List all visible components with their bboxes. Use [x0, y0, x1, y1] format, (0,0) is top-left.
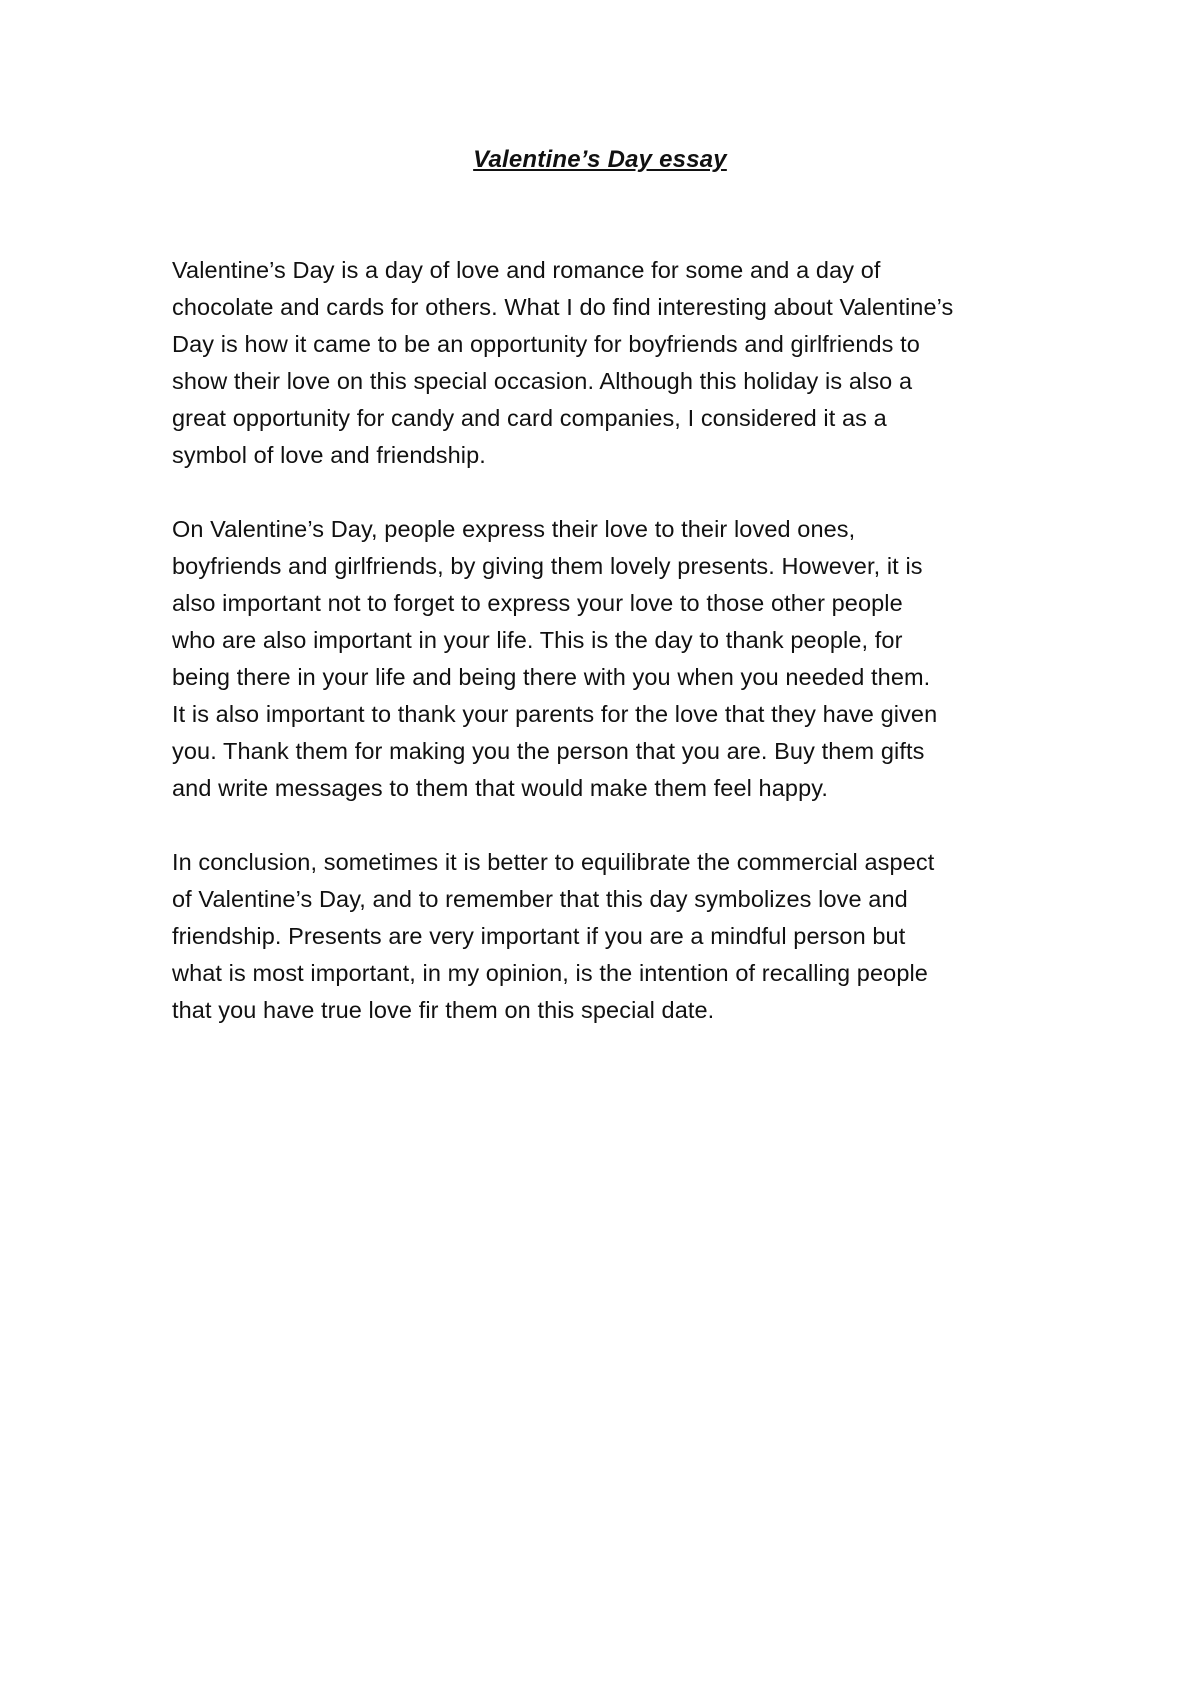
paragraph-line: being there in your life and being there with you when you needed them. — [172, 664, 931, 690]
paragraph-body — [172, 511, 1052, 807]
paragraph-line: friendship. Presents are very important if you are a mindful person but — [172, 923, 906, 949]
essay-title: Valentine’s Day essay — [473, 146, 727, 173]
paragraph-line: you. Thank them for making you the person that you are. Buy them gifts — [172, 738, 925, 764]
paragraph-line: who are also important in your life. This is the day to thank people, for — [172, 627, 903, 653]
paragraph-line: It is also important to thank your parents for the love that they have given — [172, 701, 938, 727]
paragraph-intro — [172, 252, 1052, 474]
essay-body — [172, 252, 1052, 1066]
paragraph-line: Day is how it came to be an opportunity for boyfriends and girlfriends to — [172, 331, 920, 357]
paragraph-line: On Valentine’s Day, people express their love to their loved ones, — [172, 516, 856, 542]
paragraph-conclusion — [172, 844, 1052, 1029]
paragraph-line: and write messages to them that would make them feel happy. — [172, 775, 828, 801]
paragraph-line: boyfriends and girlfriends, by giving them lovely presents. However, it is — [172, 553, 923, 579]
paragraph-line: what is most important, in my opinion, is the intention of recalling people — [172, 960, 928, 986]
paragraph-line: Valentine’s Day is a day of love and romance for some and a day of — [172, 257, 881, 283]
paragraph-line: that you have true love fir them on this special date. — [172, 997, 715, 1023]
paragraph-line: In conclusion, sometimes it is better to equilibrate the commercial aspect — [172, 849, 935, 875]
paragraph-line: great opportunity for candy and card companies, I considered it as a — [172, 405, 887, 431]
paragraph-line: show their love on this special occasion. Although this holiday is also a — [172, 368, 913, 394]
paragraph-line: of Valentine’s Day, and to remember that this day symbolizes love and — [172, 886, 908, 912]
paragraph-line: chocolate and cards for others. What I do find interesting about Valentine’s — [172, 294, 954, 320]
paragraph-line: symbol of love and friendship. — [172, 442, 486, 468]
paragraph-line: also important not to forget to express your love to those other people — [172, 590, 903, 616]
